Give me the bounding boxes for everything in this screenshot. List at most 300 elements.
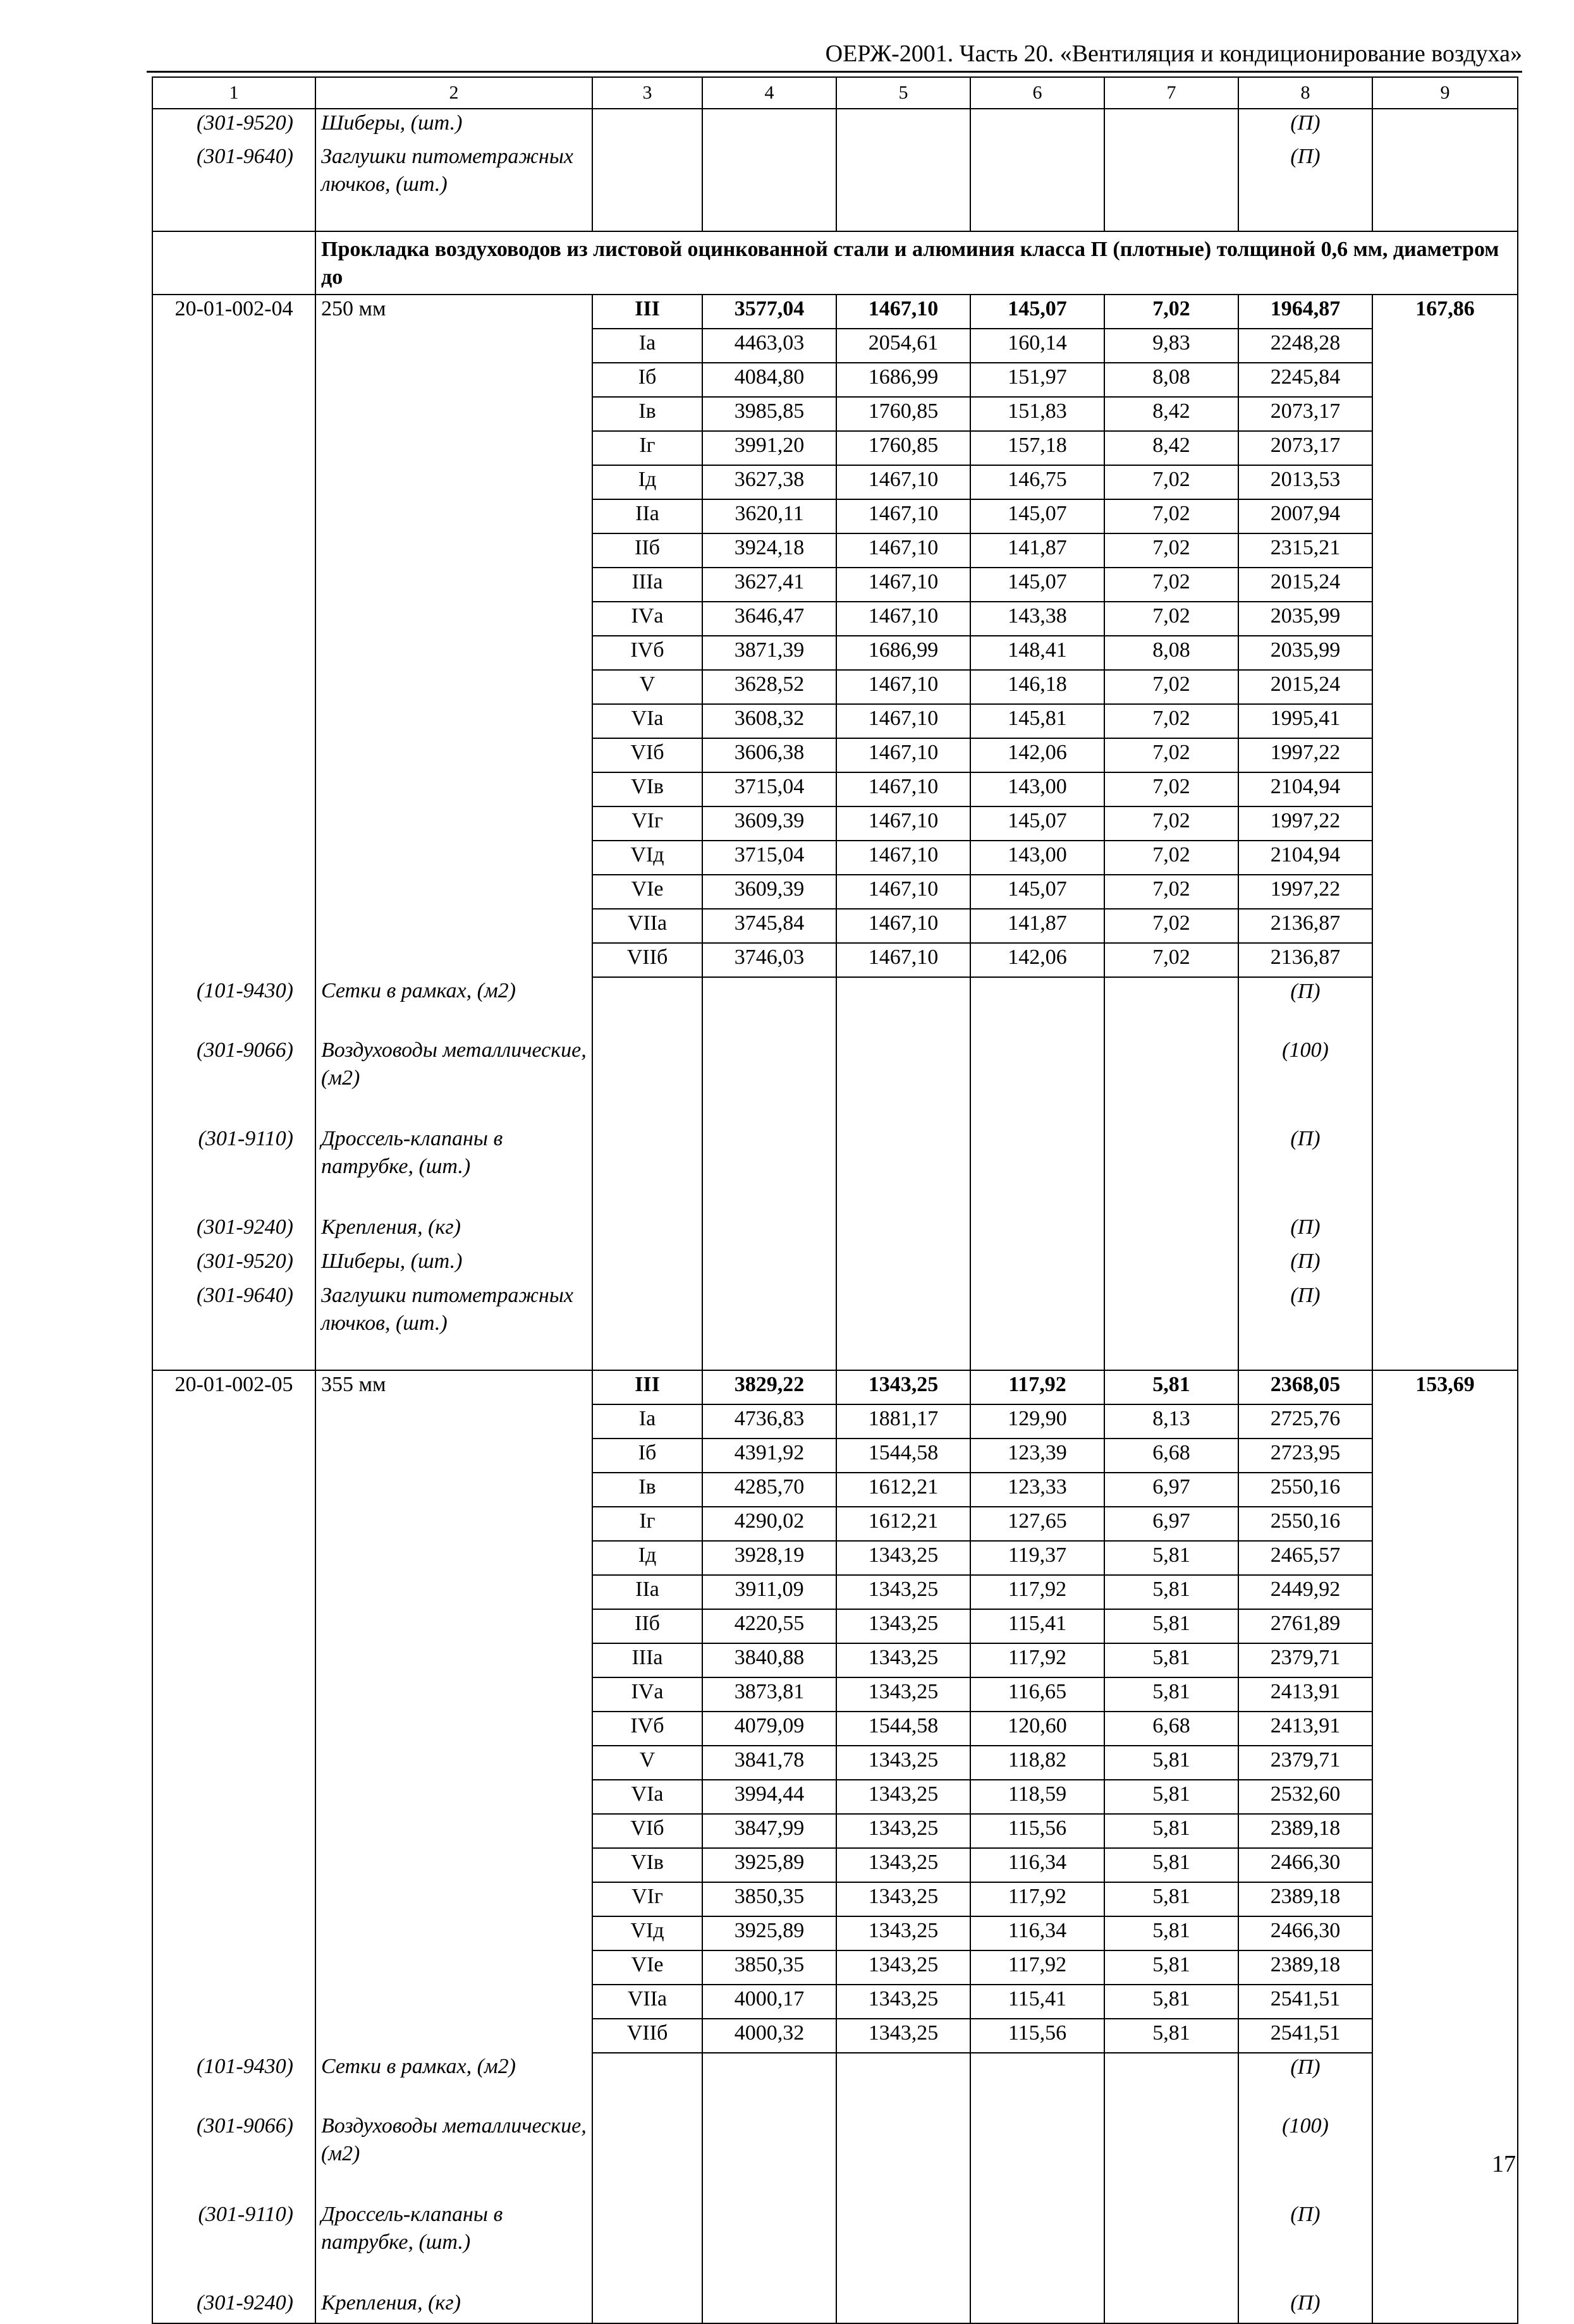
region-row [152, 909, 1518, 943]
empty-cell [152, 499, 315, 533]
price-value: 157,18 [970, 431, 1104, 465]
price-value: 3850,35 [702, 1950, 836, 1985]
empty-cell [152, 397, 315, 431]
material-name: Шиберы, (шт.) [315, 1248, 592, 1282]
region-label: VIIб [592, 2019, 702, 2053]
material-value: (П) [1238, 2289, 1372, 2323]
empty-cell [1372, 977, 1518, 1037]
price-value: 7,02 [1104, 602, 1238, 636]
empty-cell [836, 1037, 970, 1125]
region-label: VIд [592, 841, 702, 875]
region-label: V [592, 670, 702, 704]
price-value: 1467,10 [836, 670, 970, 704]
price-value: 5,81 [1104, 1882, 1238, 1916]
region-label: VIд [592, 1916, 702, 1950]
region-label: VIIа [592, 1985, 702, 2019]
empty-cell [702, 977, 836, 1037]
region-row [152, 1439, 1518, 1473]
price-value: 6,68 [1104, 1712, 1238, 1746]
price-value: 4391,92 [702, 1439, 836, 1473]
price-value: 2761,89 [1238, 1609, 1372, 1643]
region-row [152, 602, 1518, 636]
price-value: 3847,99 [702, 1814, 836, 1848]
price-value: 3715,04 [702, 772, 836, 806]
empty-cell [1372, 397, 1518, 431]
empty-cell [1104, 143, 1238, 231]
region-row [152, 1916, 1518, 1950]
price-value: 2413,91 [1238, 1712, 1372, 1746]
empty-cell [1104, 977, 1238, 1037]
empty-cell [152, 806, 315, 841]
price-value: 3985,85 [702, 397, 836, 431]
region-label: VIв [592, 772, 702, 806]
column-numbers-row [152, 77, 1518, 109]
empty-cell [1372, 1712, 1518, 1746]
empty-cell [1372, 329, 1518, 363]
price-value: 3911,09 [702, 1575, 836, 1609]
empty-cell [152, 841, 315, 875]
price-value: 1343,25 [836, 1575, 970, 1609]
empty-cell [1372, 363, 1518, 397]
empty-cell [152, 1575, 315, 1609]
empty-cell [152, 1541, 315, 1575]
empty-cell [1104, 109, 1238, 143]
empty-cell [152, 1916, 315, 1950]
material-value: (100) [1238, 2112, 1372, 2201]
empty-cell [970, 109, 1104, 143]
region-label: IVа [592, 1677, 702, 1712]
price-value: 5,81 [1104, 1677, 1238, 1712]
empty-cell [970, 143, 1104, 231]
price-value: 1343,25 [836, 1882, 970, 1916]
price-value: 1343,25 [836, 1814, 970, 1848]
region-label: VIIа [592, 909, 702, 943]
empty-cell [1104, 2201, 1238, 2289]
empty-cell [1372, 943, 1518, 977]
price-value: 123,39 [970, 1439, 1104, 1473]
price-value: 2550,16 [1238, 1473, 1372, 1507]
price-value: 116,65 [970, 1677, 1104, 1712]
empty-cell [315, 1950, 592, 1985]
empty-cell [1372, 1746, 1518, 1780]
empty-cell [702, 2201, 836, 2289]
price-value: 3627,38 [702, 465, 836, 499]
empty-cell [1372, 1848, 1518, 1882]
empty-cell [315, 806, 592, 841]
empty-cell [152, 533, 315, 568]
price-value: 7,02 [1104, 909, 1238, 943]
empty-cell [970, 2201, 1104, 2289]
empty-cell [152, 943, 315, 977]
material-row [152, 2289, 1518, 2323]
empty-cell [1372, 1037, 1518, 1125]
empty-cell [836, 1125, 970, 1214]
empty-cell [1104, 1248, 1238, 1282]
empty-cell [315, 1439, 592, 1473]
empty-cell [1372, 1985, 1518, 2019]
empty-cell [152, 329, 315, 363]
price-value: 4463,03 [702, 329, 836, 363]
price-value: 3991,20 [702, 431, 836, 465]
price-value: 146,75 [970, 465, 1104, 499]
region-row [152, 943, 1518, 977]
price-value: 3609,39 [702, 875, 836, 909]
price-value: 2465,57 [1238, 1541, 1372, 1575]
price-value: 116,34 [970, 1916, 1104, 1950]
material-value: (П) [1238, 2053, 1372, 2112]
material-name: Заглушки питометражных лючков, (шт.) [315, 1282, 592, 1370]
price-value: 1467,10 [836, 738, 970, 772]
empty-cell [1372, 2053, 1518, 2112]
material-row [152, 1282, 1518, 1370]
material-code: (301-9110) [152, 1125, 315, 1214]
material-name: Крепления, (кг) [315, 2289, 592, 2323]
material-name: Воздуховоды металлические, (м2) [315, 1037, 592, 1125]
table-body [152, 77, 1518, 2323]
price-value: 4000,17 [702, 1985, 836, 2019]
price-value: 151,83 [970, 397, 1104, 431]
empty-cell [315, 1677, 592, 1712]
material-row [152, 109, 1518, 143]
empty-cell [1104, 2289, 1238, 2323]
region-row [152, 670, 1518, 704]
empty-cell [702, 2053, 836, 2112]
empty-cell [1372, 1541, 1518, 1575]
empty-cell [315, 1473, 592, 1507]
price-value: 4290,02 [702, 1507, 836, 1541]
region-row [152, 772, 1518, 806]
empty-cell [1372, 1439, 1518, 1473]
empty-cell [836, 2289, 970, 2323]
material-name: Сетки в рамках, (м2) [315, 2053, 592, 2112]
empty-cell [152, 704, 315, 738]
price-value: 117,92 [970, 1643, 1104, 1677]
price-value: 2015,24 [1238, 568, 1372, 602]
price-value: 117,92 [970, 1950, 1104, 1985]
material-row [152, 2053, 1518, 2112]
empty-cell [1372, 1916, 1518, 1950]
page-number: 17 [1492, 2151, 1516, 2177]
empty-cell [152, 636, 315, 670]
price-value: 2104,94 [1238, 841, 1372, 875]
price-value: 2379,71 [1238, 1643, 1372, 1677]
price-value: 5,81 [1104, 1950, 1238, 1985]
region-row [152, 2019, 1518, 2053]
region-label: Iб [592, 1439, 702, 1473]
price-value: 1467,10 [836, 295, 970, 329]
price-value: 5,81 [1104, 1746, 1238, 1780]
empty-cell [1372, 1473, 1518, 1507]
empty-cell [315, 1404, 592, 1439]
region-label: Iб [592, 363, 702, 397]
empty-cell [152, 1814, 315, 1848]
price-value: 145,07 [970, 568, 1104, 602]
price-value: 1343,25 [836, 1848, 970, 1882]
price-value: 117,92 [970, 1575, 1104, 1609]
empty-cell [315, 1712, 592, 1746]
region-row [152, 465, 1518, 499]
region-label: III [592, 1370, 702, 1404]
empty-cell [702, 1125, 836, 1214]
price-value: 2379,71 [1238, 1746, 1372, 1780]
price-value: 1343,25 [836, 1985, 970, 2019]
empty-cell [1372, 738, 1518, 772]
price-value: 2136,87 [1238, 943, 1372, 977]
empty-cell [152, 1404, 315, 1439]
region-row [152, 636, 1518, 670]
empty-cell [970, 2289, 1104, 2323]
empty-cell [1372, 1248, 1518, 1282]
price-value: 1995,41 [1238, 704, 1372, 738]
material-code: (101-9430) [152, 977, 315, 1037]
region-label: V [592, 1746, 702, 1780]
material-code: (301-9240) [152, 1214, 315, 1248]
empty-cell [1372, 1282, 1518, 1370]
price-value: 3746,03 [702, 943, 836, 977]
price-value: 151,97 [970, 363, 1104, 397]
empty-cell [1104, 2053, 1238, 2112]
material-name: Шиберы, (шт.) [315, 109, 592, 143]
price-value: 7,02 [1104, 738, 1238, 772]
region-row [152, 1575, 1518, 1609]
material-value: (100) [1238, 1037, 1372, 1125]
price-value: 142,06 [970, 738, 1104, 772]
empty-cell [1104, 1214, 1238, 1248]
region-row [152, 533, 1518, 568]
empty-cell [315, 431, 592, 465]
price-value: 2550,16 [1238, 1507, 1372, 1541]
empty-cell [1372, 1950, 1518, 1985]
empty-cell [1372, 1780, 1518, 1814]
region-row [152, 1677, 1518, 1712]
price-value: 1467,10 [836, 841, 970, 875]
empty-cell [836, 1214, 970, 1248]
price-value: 2723,95 [1238, 1439, 1372, 1473]
empty-cell [315, 533, 592, 568]
price-value: 1760,85 [836, 431, 970, 465]
price-value: 7,02 [1104, 670, 1238, 704]
region-label: VIа [592, 1780, 702, 1814]
price-value: 1686,99 [836, 363, 970, 397]
price-value: 2532,60 [1238, 1780, 1372, 1814]
price-value: 1343,25 [836, 1780, 970, 1814]
empty-cell [1372, 465, 1518, 499]
price-value: 7,02 [1104, 568, 1238, 602]
empty-cell [152, 431, 315, 465]
price-value: 2466,30 [1238, 1916, 1372, 1950]
price-value: 2054,61 [836, 329, 970, 363]
empty-cell [1372, 806, 1518, 841]
price-value: 2725,76 [1238, 1404, 1372, 1439]
price-value: 6,68 [1104, 1439, 1238, 1473]
price-value: 1343,25 [836, 1370, 970, 1404]
material-code: (301-9110) [152, 2201, 315, 2289]
price-value: 2449,92 [1238, 1575, 1372, 1609]
empty-cell [1372, 499, 1518, 533]
price-value: 1343,25 [836, 1950, 970, 1985]
empty-cell [315, 329, 592, 363]
price-value: 4000,32 [702, 2019, 836, 2053]
price-value: 142,06 [970, 943, 1104, 977]
price-value: 3627,41 [702, 568, 836, 602]
region-label: VIа [592, 704, 702, 738]
price-value: 8,42 [1104, 397, 1238, 431]
empty-cell [836, 2053, 970, 2112]
region-row [152, 1507, 1518, 1541]
material-code: (301-9640) [152, 1282, 315, 1370]
empty-cell [315, 1780, 592, 1814]
price-value: 2015,24 [1238, 670, 1372, 704]
column-number: 9 [1372, 77, 1518, 109]
price-value: 4285,70 [702, 1473, 836, 1507]
empty-cell [1372, 1125, 1518, 1214]
material-code: (301-9240) [152, 2289, 315, 2323]
price-value: 1467,10 [836, 943, 970, 977]
region-label: VIе [592, 875, 702, 909]
price-value: 1467,10 [836, 602, 970, 636]
section-header-row [152, 231, 1518, 295]
price-value: 143,00 [970, 841, 1104, 875]
material-value: (П) [1238, 977, 1372, 1037]
material-row [152, 1248, 1518, 1282]
region-row [152, 329, 1518, 363]
material-name: Заглушки питометражных лючков, (шт.) [315, 143, 592, 231]
empty-cell [1372, 670, 1518, 704]
price-value: 7,02 [1104, 465, 1238, 499]
region-label: Iа [592, 329, 702, 363]
region-label: Iа [592, 1404, 702, 1439]
empty-cell [592, 1248, 702, 1282]
region-label: Iд [592, 465, 702, 499]
region-label: VIг [592, 806, 702, 841]
price-value: 1612,21 [836, 1507, 970, 1541]
material-name: Дроссель-клапаны в патрубке, (шт.) [315, 2201, 592, 2289]
region-row [152, 397, 1518, 431]
region-row [152, 738, 1518, 772]
price-value: 1467,10 [836, 704, 970, 738]
price-value: 3925,89 [702, 1848, 836, 1882]
region-row [152, 1712, 1518, 1746]
price-value: 2466,30 [1238, 1848, 1372, 1882]
price-value: 3829,22 [702, 1370, 836, 1404]
price-value: 3928,19 [702, 1541, 836, 1575]
price-value: 145,81 [970, 704, 1104, 738]
section-title: Прокладка воздуховодов из листовой оцинкованной стали и алюминия класса П (плотные) толщиной 0,6 мм, диаметром до [315, 231, 1518, 295]
empty-cell [315, 738, 592, 772]
empty-cell [592, 1125, 702, 1214]
price-value: 145,07 [970, 499, 1104, 533]
price-value: 2035,99 [1238, 636, 1372, 670]
price-value: 1343,25 [836, 1541, 970, 1575]
material-row [152, 2112, 1518, 2201]
material-code: (301-9520) [152, 1248, 315, 1282]
price-value: 1343,25 [836, 1746, 970, 1780]
empty-cell [836, 143, 970, 231]
region-row [152, 1780, 1518, 1814]
region-label: VIг [592, 1882, 702, 1916]
empty-cell [1372, 2201, 1518, 2289]
price-value: 5,81 [1104, 1916, 1238, 1950]
price-value: 2073,17 [1238, 397, 1372, 431]
price-value: 8,42 [1104, 431, 1238, 465]
price-value: 3871,39 [702, 636, 836, 670]
price-value: 1467,10 [836, 806, 970, 841]
material-name: Крепления, (кг) [315, 1214, 592, 1248]
empty-cell [592, 2289, 702, 2323]
region-row [152, 704, 1518, 738]
material-name: Сетки в рамках, (м2) [315, 977, 592, 1037]
price-value: 2413,91 [1238, 1677, 1372, 1712]
empty-cell [1372, 1214, 1518, 1248]
region-row [152, 1370, 1518, 1404]
price-value: 2368,05 [1238, 1370, 1372, 1404]
empty-cell [315, 1541, 592, 1575]
empty-cell [315, 2019, 592, 2053]
region-label: Iг [592, 431, 702, 465]
page-header: ОЕРЖ-2001. Часть 20. «Вентиляция и кондиционирование воздуха» [825, 40, 1522, 67]
price-value: 8,08 [1104, 363, 1238, 397]
price-value: 6,97 [1104, 1507, 1238, 1541]
price-value: 123,33 [970, 1473, 1104, 1507]
empty-cell [315, 772, 592, 806]
price-value: 1997,22 [1238, 875, 1372, 909]
price-value: 3609,39 [702, 806, 836, 841]
region-row [152, 1848, 1518, 1882]
empty-cell [1372, 1677, 1518, 1712]
empty-cell [315, 499, 592, 533]
region-label: IIа [592, 499, 702, 533]
entry-total: 153,69 [1372, 1370, 1518, 1404]
empty-cell [1104, 1037, 1238, 1125]
header-rule [147, 71, 1522, 73]
price-value: 4220,55 [702, 1609, 836, 1643]
empty-cell [1372, 143, 1518, 231]
empty-cell [592, 143, 702, 231]
region-row [152, 363, 1518, 397]
empty-cell [702, 2112, 836, 2201]
price-value: 3840,88 [702, 1643, 836, 1677]
empty-cell [1372, 1404, 1518, 1439]
empty-cell [315, 670, 592, 704]
price-value: 3577,04 [702, 295, 836, 329]
empty-cell [1372, 1882, 1518, 1916]
empty-cell [970, 2053, 1104, 2112]
price-value: 5,81 [1104, 1814, 1238, 1848]
entry-name: 355 мм [315, 1370, 592, 1404]
material-row [152, 2201, 1518, 2289]
price-value: 7,02 [1104, 704, 1238, 738]
price-value: 8,13 [1104, 1404, 1238, 1439]
region-row [152, 568, 1518, 602]
empty-cell [152, 909, 315, 943]
empty-cell [152, 1882, 315, 1916]
price-value: 115,41 [970, 1609, 1104, 1643]
region-row [152, 499, 1518, 533]
price-value: 145,07 [970, 875, 1104, 909]
empty-cell [970, 977, 1104, 1037]
empty-cell [836, 2201, 970, 2289]
column-number: 1 [152, 77, 315, 109]
region-label: Iв [592, 1473, 702, 1507]
region-row [152, 431, 1518, 465]
material-row [152, 977, 1518, 1037]
empty-cell [1372, 704, 1518, 738]
price-value: 2136,87 [1238, 909, 1372, 943]
empty-cell [1372, 431, 1518, 465]
empty-cell [152, 1848, 315, 1882]
region-label: Iв [592, 397, 702, 431]
empty-cell [970, 1037, 1104, 1125]
